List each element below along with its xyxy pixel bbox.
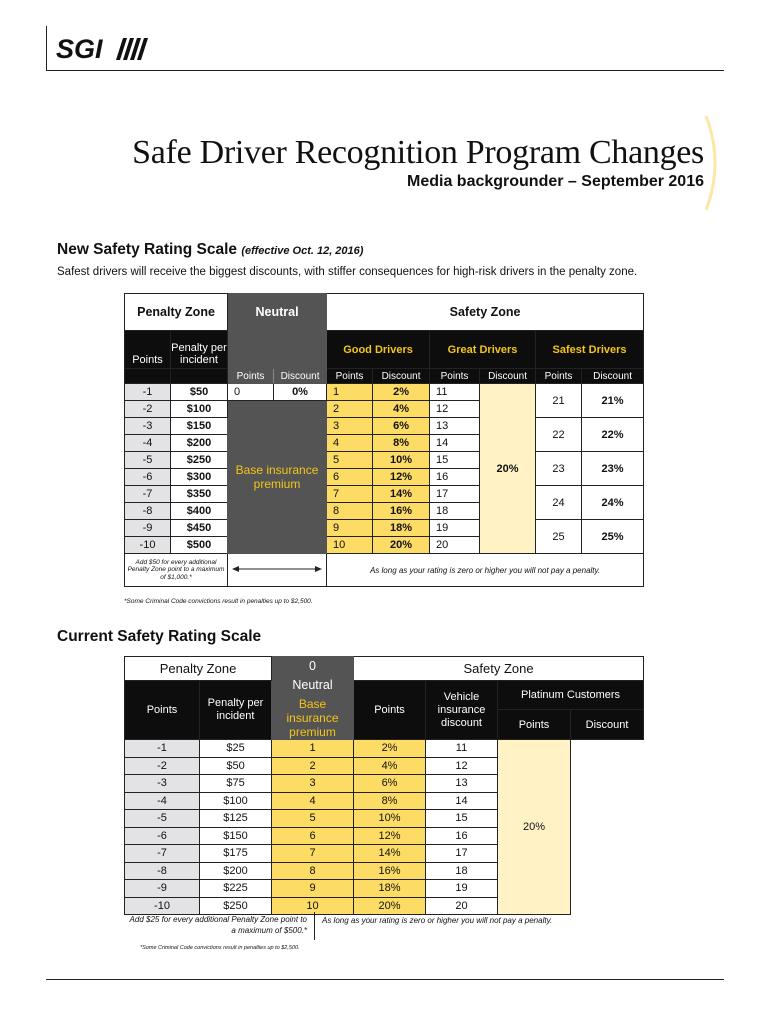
current-penalty-points-cell: -9 — [125, 880, 200, 898]
current-safety-points-cell: 6 — [272, 827, 354, 845]
penalty-points-cell: -10 — [125, 537, 171, 554]
current-penalty-points-cell: -1 — [125, 740, 200, 758]
safest-drivers-header: Safest Drivers — [536, 331, 644, 369]
good-discount-cell: 4% — [373, 401, 430, 418]
current-penalty-amount-cell: $250 — [200, 897, 272, 915]
current-safety-points-cell: 5 — [272, 810, 354, 828]
current-safety-discount-cell: 6% — [354, 775, 426, 793]
penalty-sub-spacer — [171, 369, 228, 384]
penalty-amount-cell: $250 — [171, 452, 228, 469]
footer-rule — [46, 979, 724, 980]
current-points-col-header: Points — [125, 681, 200, 740]
current-penalty-points-cell: -3 — [125, 775, 200, 793]
platinum-points-cell: 16 — [426, 827, 498, 845]
current-penalty-amount-cell: $225 — [200, 880, 272, 898]
current-safety-points-cell: 7 — [272, 845, 354, 863]
current-penalty-zone-header: Penalty Zone — [125, 657, 272, 681]
penalty-points-cell: -9 — [125, 520, 171, 537]
great-points-cell: 17 — [430, 486, 480, 503]
current-vehicle-discount-col-header: Vehicle insurance discount — [426, 681, 498, 740]
current-safety-discount-cell: 8% — [354, 792, 426, 810]
current-safety-discount-cell: 16% — [354, 862, 426, 880]
page-title: Safe Driver Recognition Program Changes — [132, 134, 704, 171]
header-rule — [46, 70, 724, 71]
platinum-points-cell: 13 — [426, 775, 498, 793]
points-col-label: Points — [132, 354, 163, 366]
table-row — [125, 384, 644, 401]
neutral-points-col-header: Points — [228, 369, 274, 384]
platinum-points-cell: 14 — [426, 792, 498, 810]
current-penalty-amount-cell: $100 — [200, 792, 272, 810]
penalty-amount-cell: $150 — [171, 418, 228, 435]
platinum-points-cell: 17 — [426, 845, 498, 863]
platinum-points-cell: 12 — [426, 757, 498, 775]
safest-discount-cell: 23% — [582, 452, 644, 486]
penalty-points-cell: -8 — [125, 503, 171, 520]
good-points-cell: 6 — [327, 469, 373, 486]
good-discount-col-header: Discount — [373, 369, 430, 384]
safest-discount-col-header: Discount — [582, 369, 644, 384]
current-safety-note: As long as your rating is zero or higher you will not pay a penalty. — [322, 916, 553, 925]
safest-points-cell: 21 — [536, 384, 582, 418]
double-arrow-icon — [232, 564, 322, 574]
new-scale-footnote: *Some Criminal Code convictions result in penalties up to $2,500. — [124, 598, 313, 605]
current-safety-points-cell: 9 — [272, 880, 354, 898]
good-discount-cell: 8% — [373, 435, 430, 452]
current-scale-footnote: *Some Criminal Code convictions result in penalties up to $2,500. — [140, 945, 300, 951]
penalty-points-cell: -1 — [125, 384, 171, 401]
good-drivers-header: Good Drivers — [327, 331, 430, 369]
current-safety-discount-cell: 14% — [354, 845, 426, 863]
safety-zone-header: Safety Zone — [327, 294, 644, 331]
current-penalty-amount-cell: $50 — [200, 757, 272, 775]
good-points-cell: 10 — [327, 537, 373, 554]
good-discount-cell: 2% — [373, 384, 430, 401]
current-safety-points-cell: 3 — [272, 775, 354, 793]
current-neutral-column — [272, 657, 354, 740]
penalty-amount-cell: $300 — [171, 469, 228, 486]
good-points-cell: 4 — [327, 435, 373, 452]
safest-points-cell: 25 — [536, 520, 582, 554]
neutral-cap — [228, 331, 327, 369]
current-penalty-amount-cell: $25 — [200, 740, 272, 758]
neutral-points-cell: 0 — [228, 384, 274, 401]
great-discount-col-header: Discount — [480, 369, 536, 384]
current-penalty-amount-cell: $75 — [200, 775, 272, 793]
current-penalty-points-cell: -10 — [125, 897, 200, 915]
great-discount-cell: 20% — [480, 384, 536, 554]
new-scale-heading-text: New Safety Rating Scale — [57, 241, 238, 258]
safest-discount-cell: 22% — [582, 418, 644, 452]
new-penalty-note: Add $50 for every additional Penalty Zone point to a maximum of $1,000.* — [125, 554, 228, 587]
good-discount-cell: 18% — [373, 520, 430, 537]
current-penalty-points-cell: -5 — [125, 810, 200, 828]
penalty-amount-cell: $450 — [171, 520, 228, 537]
platinum-discount-cell: 20% — [498, 740, 571, 915]
good-points-cell: 8 — [327, 503, 373, 520]
current-penalty-amount-cell: $125 — [200, 810, 272, 828]
current-safety-discount-cell: 10% — [354, 810, 426, 828]
current-penalty-amount-cell: $150 — [200, 827, 272, 845]
good-points-cell: 2 — [327, 401, 373, 418]
points-sub-spacer — [125, 369, 171, 384]
current-penalty-note: Add $25 for every additional Penalty Zone point to a maximum of $500.* — [129, 915, 307, 935]
penalty-amount-cell: $50 — [171, 384, 228, 401]
current-safety-discount-cell: 20% — [354, 897, 426, 915]
platinum-points-cell: 19 — [426, 880, 498, 898]
current-safety-points-cell: 2 — [272, 757, 354, 775]
safest-discount-cell: 21% — [582, 384, 644, 418]
great-points-cell: 16 — [430, 469, 480, 486]
current-neutral-zero: 0 — [309, 659, 316, 673]
great-points-cell: 13 — [430, 418, 480, 435]
safest-discount-cell: 24% — [582, 486, 644, 520]
safest-points-cell: 24 — [536, 486, 582, 520]
current-scale-rows — [125, 740, 644, 915]
current-safety-rating-table — [124, 656, 644, 915]
penalty-zone-header: Penalty Zone — [125, 294, 228, 331]
current-penalty-points-cell: -4 — [125, 792, 200, 810]
good-points-cell: 7 — [327, 486, 373, 503]
current-penalty-points-cell: -2 — [125, 757, 200, 775]
platinum-discount-col-header: Discount — [571, 710, 644, 740]
good-points-cell: 5 — [327, 452, 373, 469]
safest-points-cell: 23 — [536, 452, 582, 486]
platinum-customers-header: Platinum Customers — [498, 681, 644, 710]
good-points-col-header: Points — [327, 369, 373, 384]
good-discount-cell: 16% — [373, 503, 430, 520]
good-discount-cell: 6% — [373, 418, 430, 435]
great-points-cell: 20 — [430, 537, 480, 554]
current-penalty-points-cell: -7 — [125, 845, 200, 863]
safest-points-col-header: Points — [536, 369, 582, 384]
good-points-cell: 3 — [327, 418, 373, 435]
table-row — [125, 486, 644, 503]
safest-points-cell: 22 — [536, 418, 582, 452]
current-penalty-points-cell: -8 — [125, 862, 200, 880]
current-penalty-amount-cell: $200 — [200, 862, 272, 880]
good-discount-cell: 20% — [373, 537, 430, 554]
current-base-premium: Base insurance premium — [286, 697, 339, 739]
neutral-range-arrow — [228, 554, 327, 587]
penalty-amount-cell: $400 — [171, 503, 228, 520]
neutral-discount-cell: 0% — [274, 384, 327, 401]
great-drivers-header: Great Drivers — [430, 331, 536, 369]
great-points-cell: 12 — [430, 401, 480, 418]
penalty-amount-cell: $350 — [171, 486, 228, 503]
current-note-divider — [314, 912, 315, 940]
good-points-cell: 9 — [327, 520, 373, 537]
new-scale-heading — [57, 241, 363, 259]
penalty-points-cell: -5 — [125, 452, 171, 469]
good-points-cell: 1 — [327, 384, 373, 401]
sgi-logo — [56, 34, 156, 62]
decorative-bracket — [700, 114, 728, 212]
base-premium-cell — [228, 401, 327, 554]
good-discount-cell: 12% — [373, 469, 430, 486]
sgi-logo-text: SGI — [56, 34, 103, 62]
new-safety-note: As long as your rating is zero or higher you will not pay a penalty. — [327, 554, 644, 587]
penalty-amount-cell: $100 — [171, 401, 228, 418]
new-scale-effective-date: (effective Oct. 12, 2016) — [241, 245, 364, 257]
current-safety-points-cell: 8 — [272, 862, 354, 880]
points-col-header — [125, 331, 171, 369]
great-points-cell: 19 — [430, 520, 480, 537]
platinum-points-cell: 11 — [426, 740, 498, 758]
current-safety-discount-cell: 2% — [354, 740, 426, 758]
current-safety-zone-header: Safety Zone — [354, 657, 644, 681]
penalty-points-cell: -7 — [125, 486, 171, 503]
base-premium-label: Base insurance premium — [235, 463, 319, 491]
header-vertical-rule — [46, 26, 47, 70]
neutral-header: Neutral — [228, 294, 327, 331]
page-subtitle: Media backgrounder – September 2016 — [407, 173, 704, 190]
platinum-points-col-header: Points — [498, 710, 571, 740]
current-safety-points-col-header: Points — [354, 681, 426, 740]
new-safety-rating-table — [124, 293, 644, 587]
current-safety-discount-cell: 18% — [354, 880, 426, 898]
penalty-points-cell: -3 — [125, 418, 171, 435]
platinum-points-cell: 15 — [426, 810, 498, 828]
penalty-amount-cell: $500 — [171, 537, 228, 554]
table-row — [125, 740, 644, 758]
great-points-cell: 18 — [430, 503, 480, 520]
good-discount-cell: 10% — [373, 452, 430, 469]
current-safety-points-cell: 10 — [272, 897, 354, 915]
new-scale-lead: Safest drivers will receive the biggest discounts, with stiffer consequences for high-risk drivers in the penalty zone. — [57, 266, 638, 278]
great-points-col-header: Points — [430, 369, 480, 384]
penalty-points-cell: -2 — [125, 401, 171, 418]
penalty-points-cell: -6 — [125, 469, 171, 486]
good-discount-cell: 14% — [373, 486, 430, 503]
penalty-amount-cell: $200 — [171, 435, 228, 452]
penalty-points-cell: -4 — [125, 435, 171, 452]
table-row — [125, 418, 644, 435]
great-points-cell: 14 — [430, 435, 480, 452]
current-penalty-points-cell: -6 — [125, 827, 200, 845]
safest-discount-cell: 25% — [582, 520, 644, 554]
current-neutral-label: Neutral — [292, 678, 333, 692]
great-points-cell: 15 — [430, 452, 480, 469]
new-scale-rows — [125, 384, 644, 554]
current-scale-heading: Current Safety Rating Scale — [57, 628, 262, 645]
table-row — [125, 520, 644, 537]
table-row — [125, 452, 644, 469]
platinum-points-cell: 20 — [426, 897, 498, 915]
current-safety-discount-cell: 12% — [354, 827, 426, 845]
current-penalty-col-header: Penalty per incident — [200, 681, 272, 740]
current-penalty-amount-cell: $175 — [200, 845, 272, 863]
current-safety-points-cell: 1 — [272, 740, 354, 758]
neutral-discount-col-header: Discount — [274, 369, 327, 384]
current-safety-points-cell: 4 — [272, 792, 354, 810]
great-points-cell: 11 — [430, 384, 480, 401]
platinum-points-cell: 18 — [426, 862, 498, 880]
current-safety-discount-cell: 4% — [354, 757, 426, 775]
penalty-per-incident-col-header: Penalty per incident — [171, 331, 228, 369]
